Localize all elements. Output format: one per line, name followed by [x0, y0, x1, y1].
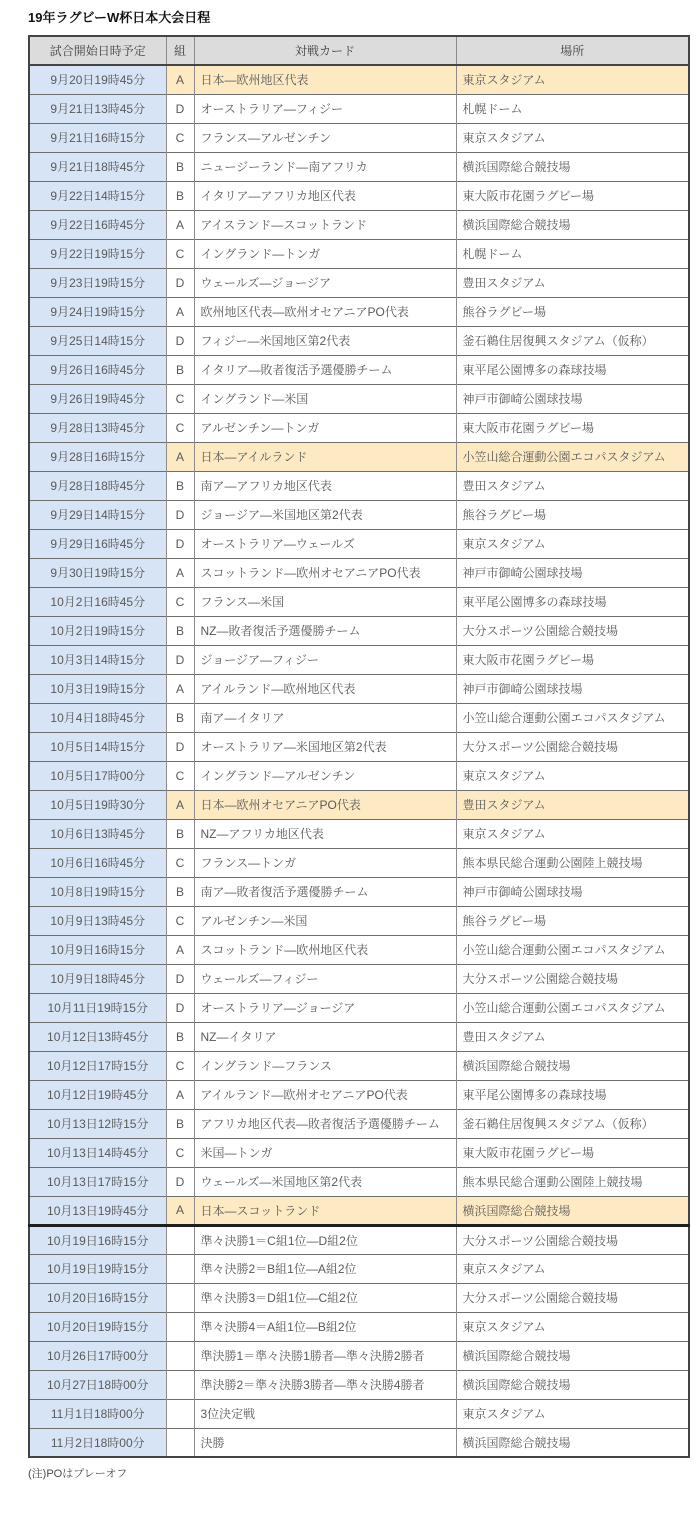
header-row — [29, 36, 689, 65]
match-card: 決勝 — [194, 1428, 456, 1457]
match-card: 準決勝2＝準々決勝3勝者―準々決勝4勝者 — [194, 1370, 456, 1399]
match-venue: 神戸市御崎公園球技場 — [456, 384, 689, 413]
match-datetime: 10月20日19時15分 — [29, 1312, 166, 1341]
table-row — [29, 1283, 689, 1312]
match-group — [166, 1399, 194, 1428]
table-row — [29, 1341, 689, 1370]
table-row — [29, 529, 689, 558]
match-group: D — [166, 964, 194, 993]
match-datetime: 10月6日13時45分 — [29, 819, 166, 848]
match-datetime: 10月13日17時15分 — [29, 1167, 166, 1196]
match-datetime: 10月12日19時45分 — [29, 1080, 166, 1109]
match-group: D — [166, 268, 194, 297]
match-card: オーストラリア―ジョージア — [194, 993, 456, 1022]
match-group: A — [166, 1196, 194, 1225]
match-card: 欧州地区代表―欧州オセアニアPO代表 — [194, 297, 456, 326]
match-group: B — [166, 152, 194, 181]
match-card: アイルランド―欧州オセアニアPO代表 — [194, 1080, 456, 1109]
table-row — [29, 1196, 689, 1225]
match-group — [166, 1254, 194, 1283]
match-card: アイルランド―欧州地区代表 — [194, 674, 456, 703]
match-venue: 横浜国際総合競技場 — [456, 1370, 689, 1399]
footnote: (注)POはプレーオフ — [28, 1468, 128, 1480]
match-datetime: 10月19日19時15分 — [29, 1254, 166, 1283]
match-card: フランス―トンガ — [194, 848, 456, 877]
match-venue: 東大阪市花園ラグビー場 — [456, 645, 689, 674]
match-datetime: 10月27日18時00分 — [29, 1370, 166, 1399]
match-card: ウェールズ―米国地区第2代表 — [194, 1167, 456, 1196]
match-datetime: 9月21日16時15分 — [29, 123, 166, 152]
match-venue: 熊谷ラグビー場 — [456, 906, 689, 935]
match-group — [166, 1225, 194, 1254]
schedule-header — [29, 36, 689, 65]
table-row — [29, 761, 689, 790]
match-venue: 小笠山総合運動公園エコパスタジアム — [456, 703, 689, 732]
match-card: 米国―トンガ — [194, 1138, 456, 1167]
match-datetime: 10月13日12時15分 — [29, 1109, 166, 1138]
match-group: B — [166, 181, 194, 210]
table-row — [29, 1022, 689, 1051]
match-group: A — [166, 210, 194, 239]
match-card: アルゼンチン―米国 — [194, 906, 456, 935]
match-card: 日本―欧州地区代表 — [194, 65, 456, 94]
match-datetime: 10月3日14時15分 — [29, 645, 166, 674]
table-row — [29, 558, 689, 587]
match-venue: 横浜国際総合競技場 — [456, 1196, 689, 1225]
match-group: A — [166, 558, 194, 587]
table-row — [29, 645, 689, 674]
match-venue: 東平尾公園博多の森球技場 — [456, 355, 689, 384]
match-card: 3位決定戦 — [194, 1399, 456, 1428]
match-datetime: 9月24日19時15分 — [29, 297, 166, 326]
match-card: オーストラリア―フィジー — [194, 94, 456, 123]
table-row — [29, 1080, 689, 1109]
match-card: イングランド―フランス — [194, 1051, 456, 1080]
table-row — [29, 906, 689, 935]
match-datetime: 9月28日18時45分 — [29, 471, 166, 500]
match-card: フランス―アルゼンチン — [194, 123, 456, 152]
match-group: B — [166, 877, 194, 906]
match-venue: 大分スポーツ公園総合競技場 — [456, 1225, 689, 1254]
match-datetime: 10月2日19時15分 — [29, 616, 166, 645]
match-venue: 東大阪市花園ラグビー場 — [456, 1138, 689, 1167]
match-card: イタリア―敗者復活予選優勝チーム — [194, 355, 456, 384]
match-venue: 東平尾公園博多の森球技場 — [456, 1080, 689, 1109]
match-group: B — [166, 471, 194, 500]
table-row — [29, 964, 689, 993]
match-venue: 横浜国際総合競技場 — [456, 210, 689, 239]
match-card: 準決勝1＝準々決勝1勝者―準々決勝2勝者 — [194, 1341, 456, 1370]
match-venue: 札幌ドーム — [456, 94, 689, 123]
match-datetime: 10月20日16時15分 — [29, 1283, 166, 1312]
match-venue: 東京スタジアム — [456, 1254, 689, 1283]
match-card: 南ア―イタリア — [194, 703, 456, 732]
match-datetime: 10月5日19時30分 — [29, 790, 166, 819]
match-venue: 横浜国際総合競技場 — [456, 152, 689, 181]
match-card: ジョージア―フィジー — [194, 645, 456, 674]
match-venue: 東大阪市花園ラグビー場 — [456, 181, 689, 210]
table-row — [29, 1312, 689, 1341]
match-card: フランス―米国 — [194, 587, 456, 616]
table-row — [29, 848, 689, 877]
match-group: D — [166, 94, 194, 123]
match-group: B — [166, 616, 194, 645]
match-venue: 大分スポーツ公園総合競技場 — [456, 1283, 689, 1312]
match-venue: 東平尾公園博多の森球技場 — [456, 587, 689, 616]
match-datetime: 10月3日19時15分 — [29, 674, 166, 703]
match-datetime: 10月19日16時15分 — [29, 1225, 166, 1254]
match-datetime: 9月29日14時15分 — [29, 500, 166, 529]
match-venue: 神戸市御崎公園球技場 — [456, 877, 689, 906]
match-datetime: 9月28日13時45分 — [29, 413, 166, 442]
page-title: 19年ラグビーW杯日本大会日程 — [28, 10, 211, 25]
match-card: イングランド―アルゼンチン — [194, 761, 456, 790]
match-venue: 東京スタジアム — [456, 1399, 689, 1428]
match-datetime: 10月8日19時15分 — [29, 877, 166, 906]
match-card: 準々決勝1＝C組1位―D組2位 — [194, 1225, 456, 1254]
match-venue: 豊田スタジアム — [456, 471, 689, 500]
match-card: 準々決勝4＝A組1位―B組2位 — [194, 1312, 456, 1341]
column-header-match: 対戦カード — [194, 36, 456, 65]
column-header-group: 組 — [166, 36, 194, 65]
match-group: D — [166, 529, 194, 558]
match-venue: 釜石鵜住居復興スタジアム（仮称） — [456, 1109, 689, 1138]
schedule-table — [28, 35, 690, 1458]
match-group: A — [166, 442, 194, 471]
match-group: C — [166, 587, 194, 616]
table-row — [29, 413, 689, 442]
match-datetime: 9月30日19時15分 — [29, 558, 166, 587]
match-group: D — [166, 1167, 194, 1196]
match-card: アフリカ地区代表―敗者復活予選優勝チーム — [194, 1109, 456, 1138]
match-datetime: 9月25日14時15分 — [29, 326, 166, 355]
match-datetime: 9月22日16時45分 — [29, 210, 166, 239]
match-card: 準々決勝3＝D組1位―C組2位 — [194, 1283, 456, 1312]
match-card: ニュージーランド―南アフリカ — [194, 152, 456, 181]
match-group: C — [166, 848, 194, 877]
match-datetime: 10月4日18時45分 — [29, 703, 166, 732]
match-venue: 東京スタジアム — [456, 123, 689, 152]
table-row — [29, 1399, 689, 1428]
match-venue: 熊谷ラグビー場 — [456, 500, 689, 529]
match-card: フィジー―米国地区第2代表 — [194, 326, 456, 355]
match-datetime: 10月5日17時00分 — [29, 761, 166, 790]
match-group — [166, 1370, 194, 1399]
match-datetime: 10月13日19時45分 — [29, 1196, 166, 1225]
match-datetime: 10月12日13時45分 — [29, 1022, 166, 1051]
table-row — [29, 1370, 689, 1399]
match-datetime: 9月20日19時45分 — [29, 65, 166, 94]
match-venue: 大分スポーツ公園総合競技場 — [456, 732, 689, 761]
match-group — [166, 1312, 194, 1341]
table-row — [29, 732, 689, 761]
table-row — [29, 1428, 689, 1457]
match-venue: 横浜国際総合競技場 — [456, 1051, 689, 1080]
match-datetime: 10月13日14時45分 — [29, 1138, 166, 1167]
match-venue: 東大阪市花園ラグビー場 — [456, 413, 689, 442]
match-datetime: 9月23日19時15分 — [29, 268, 166, 297]
match-venue: 大分スポーツ公園総合競技場 — [456, 616, 689, 645]
match-group: D — [166, 993, 194, 1022]
match-card: オーストラリア―ウェールズ — [194, 529, 456, 558]
schedule-body — [29, 65, 689, 1457]
match-group: D — [166, 645, 194, 674]
table-row — [29, 239, 689, 268]
match-venue: 豊田スタジアム — [456, 1022, 689, 1051]
match-group: A — [166, 1080, 194, 1109]
match-card: オーストラリア―米国地区第2代表 — [194, 732, 456, 761]
match-group: C — [166, 1051, 194, 1080]
match-venue: 釜石鵜住居復興スタジアム（仮称） — [456, 326, 689, 355]
match-card: 南ア―敗者復活予選優勝チーム — [194, 877, 456, 906]
match-venue: 熊本県民総合運動公園陸上競技場 — [456, 1167, 689, 1196]
table-row — [29, 210, 689, 239]
match-card: 日本―欧州オセアニアPO代表 — [194, 790, 456, 819]
match-card: 準々決勝2＝B組1位―A組2位 — [194, 1254, 456, 1283]
table-row — [29, 1051, 689, 1080]
match-group: C — [166, 384, 194, 413]
table-row — [29, 355, 689, 384]
match-venue: 東京スタジアム — [456, 819, 689, 848]
match-group: C — [166, 413, 194, 442]
match-venue: 熊本県民総合運動公園陸上競技場 — [456, 848, 689, 877]
match-datetime: 9月26日16時45分 — [29, 355, 166, 384]
table-row — [29, 384, 689, 413]
table-row — [29, 471, 689, 500]
match-datetime: 10月9日18時45分 — [29, 964, 166, 993]
match-datetime: 9月21日18時45分 — [29, 152, 166, 181]
match-card: 日本―スコットランド — [194, 1196, 456, 1225]
match-card: ウェールズ―ジョージア — [194, 268, 456, 297]
match-group: D — [166, 500, 194, 529]
table-row — [29, 993, 689, 1022]
match-card: スコットランド―欧州オセアニアPO代表 — [194, 558, 456, 587]
table-row — [29, 268, 689, 297]
table-row — [29, 94, 689, 123]
table-row — [29, 703, 689, 732]
column-header-datetime: 試合開始日時予定 — [29, 36, 166, 65]
match-venue: 熊谷ラグビー場 — [456, 297, 689, 326]
match-datetime: 11月1日18時00分 — [29, 1399, 166, 1428]
table-row — [29, 1138, 689, 1167]
match-card: 南ア―アフリカ地区代表 — [194, 471, 456, 500]
match-datetime: 9月26日19時45分 — [29, 384, 166, 413]
match-group — [166, 1341, 194, 1370]
match-group: A — [166, 297, 194, 326]
table-row — [29, 616, 689, 645]
match-datetime: 9月22日14時15分 — [29, 181, 166, 210]
match-group: C — [166, 239, 194, 268]
match-group: A — [166, 65, 194, 94]
match-venue: 小笠山総合運動公園エコパスタジアム — [456, 935, 689, 964]
match-group — [166, 1283, 194, 1312]
match-datetime: 9月21日13時45分 — [29, 94, 166, 123]
table-row — [29, 123, 689, 152]
table-row — [29, 326, 689, 355]
match-datetime: 10月12日17時15分 — [29, 1051, 166, 1080]
match-datetime: 10月5日14時15分 — [29, 732, 166, 761]
match-group: C — [166, 761, 194, 790]
match-venue: 大分スポーツ公園総合競技場 — [456, 964, 689, 993]
match-datetime: 10月2日16時45分 — [29, 587, 166, 616]
match-venue: 豊田スタジアム — [456, 790, 689, 819]
match-venue: 東京スタジアム — [456, 1312, 689, 1341]
match-datetime: 10月11日19時15分 — [29, 993, 166, 1022]
match-datetime: 10月26日17時00分 — [29, 1341, 166, 1370]
table-row — [29, 1225, 689, 1254]
match-datetime: 10月9日16時15分 — [29, 935, 166, 964]
table-row — [29, 1109, 689, 1138]
match-card: NZ―アフリカ地区代表 — [194, 819, 456, 848]
match-card: イタリア―アフリカ地区代表 — [194, 181, 456, 210]
match-group: B — [166, 1109, 194, 1138]
match-group: D — [166, 732, 194, 761]
table-row — [29, 181, 689, 210]
match-group: B — [166, 355, 194, 384]
match-venue: 東京スタジアム — [456, 65, 689, 94]
match-card: ウェールズ―フィジー — [194, 964, 456, 993]
column-header-venue: 場所 — [456, 36, 689, 65]
match-card: ジョージア―米国地区第2代表 — [194, 500, 456, 529]
match-venue: 豊田スタジアム — [456, 268, 689, 297]
table-row — [29, 790, 689, 819]
table-row — [29, 674, 689, 703]
match-card: NZ―敗者復活予選優勝チーム — [194, 616, 456, 645]
match-group: B — [166, 703, 194, 732]
match-datetime: 9月29日16時45分 — [29, 529, 166, 558]
match-venue: 東京スタジアム — [456, 529, 689, 558]
match-venue: 神戸市御崎公園球技場 — [456, 558, 689, 587]
table-row — [29, 500, 689, 529]
table-row — [29, 819, 689, 848]
table-row — [29, 297, 689, 326]
match-card: アイスランド―スコットランド — [194, 210, 456, 239]
match-venue: 小笠山総合運動公園エコパスタジアム — [456, 993, 689, 1022]
table-row — [29, 442, 689, 471]
match-group: B — [166, 1022, 194, 1051]
match-card: アルゼンチン―トンガ — [194, 413, 456, 442]
match-datetime: 10月6日16時45分 — [29, 848, 166, 877]
table-row — [29, 877, 689, 906]
table-row — [29, 935, 689, 964]
match-group — [166, 1428, 194, 1457]
match-card: 日本―アイルランド — [194, 442, 456, 471]
match-venue: 神戸市御崎公園球技場 — [456, 674, 689, 703]
match-group: A — [166, 790, 194, 819]
match-venue: 札幌ドーム — [456, 239, 689, 268]
match-group: C — [166, 906, 194, 935]
table-row — [29, 1167, 689, 1196]
match-card: イングランド―トンガ — [194, 239, 456, 268]
match-group: C — [166, 1138, 194, 1167]
match-datetime: 9月28日16時15分 — [29, 442, 166, 471]
table-row — [29, 1254, 689, 1283]
match-group: D — [166, 326, 194, 355]
match-venue: 横浜国際総合競技場 — [456, 1428, 689, 1457]
match-venue: 小笠山総合運動公園エコパスタジアム — [456, 442, 689, 471]
match-datetime: 9月22日19時15分 — [29, 239, 166, 268]
match-card: スコットランド―欧州地区代表 — [194, 935, 456, 964]
match-group: B — [166, 819, 194, 848]
match-datetime: 10月9日13時45分 — [29, 906, 166, 935]
match-group: C — [166, 123, 194, 152]
match-venue: 東京スタジアム — [456, 761, 689, 790]
match-group: A — [166, 674, 194, 703]
match-card: イングランド―米国 — [194, 384, 456, 413]
table-row — [29, 152, 689, 181]
match-card: NZ―イタリア — [194, 1022, 456, 1051]
match-venue: 横浜国際総合競技場 — [456, 1341, 689, 1370]
table-row — [29, 65, 689, 94]
match-group: A — [166, 935, 194, 964]
table-row — [29, 587, 689, 616]
match-datetime: 11月2日18時00分 — [29, 1428, 166, 1457]
